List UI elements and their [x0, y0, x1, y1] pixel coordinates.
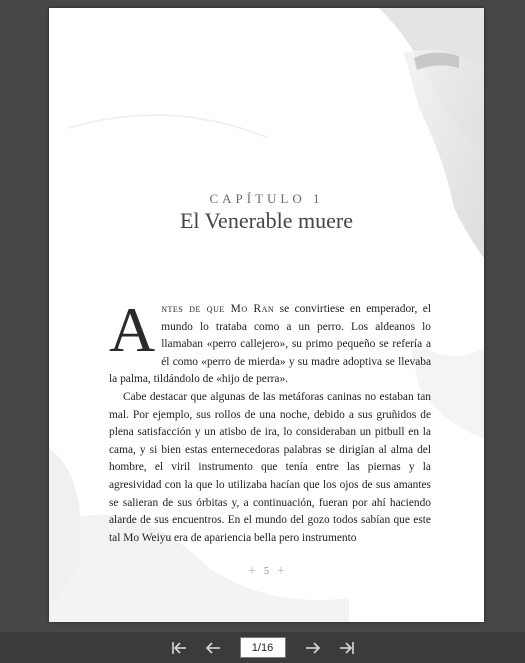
page-indicator[interactable]: 1/16 — [240, 637, 286, 658]
chapter-body — [109, 294, 431, 547]
page-number: 5 — [264, 566, 269, 577]
book-page — [49, 8, 484, 622]
first-page-button[interactable] — [168, 638, 190, 658]
next-page-button[interactable] — [302, 638, 324, 658]
chapter-title: El Venerable muere — [179, 208, 354, 233]
ornament-left: + — [248, 564, 256, 579]
next-page-icon — [305, 641, 321, 655]
chapter-label: CAPÍTULO 1 — [209, 191, 324, 206]
page-footer — [49, 564, 484, 580]
first-paragraph — [109, 294, 431, 389]
first-page-icon — [171, 641, 187, 655]
opening-smallcaps: ntes de que Mo Ran — [161, 303, 275, 315]
last-page-icon — [339, 641, 355, 655]
last-page-button[interactable] — [336, 638, 358, 658]
ornament-right: + — [277, 564, 285, 579]
drop-cap: A — [109, 294, 156, 365]
previous-page-icon — [205, 641, 221, 655]
previous-page-button[interactable] — [202, 638, 224, 658]
first-paragraph-text: se convirtiese en emperador, el mundo lo trataba como a un perro. Los aldeanos lo llamaban «perro callejero», su primo pequeño se refería a él como «perro de mierda» y su madre adoptiva se llevaba la palma, tildándolo de «hijo de perra». — [109, 303, 431, 386]
pagination-toolbar — [0, 632, 525, 663]
second-paragraph: Cabe destacar que algunas de las metáforas caninas no estaban tan mal. Por ejemplo, sus rollos de una noche, debido a sus gruñidos de plena satisfacción y un atisbo de ira, lo consideraban un pitbull en la cama, y si bien estas enternecedoras palabras se dirigían al alma del hombre, el viril instrumento que tenía entre las piernas y la agresividad con la que lo utilizaba hacían que los ojos de sus amantes se salieran de sus órbitas y, a continuación, fueran por ahí haciendo alarde de sus encuentros. En el mundo del gozo todos sabían que este tal Mo Weiyu era de apariencia bella pero instrumento — [109, 390, 431, 544]
